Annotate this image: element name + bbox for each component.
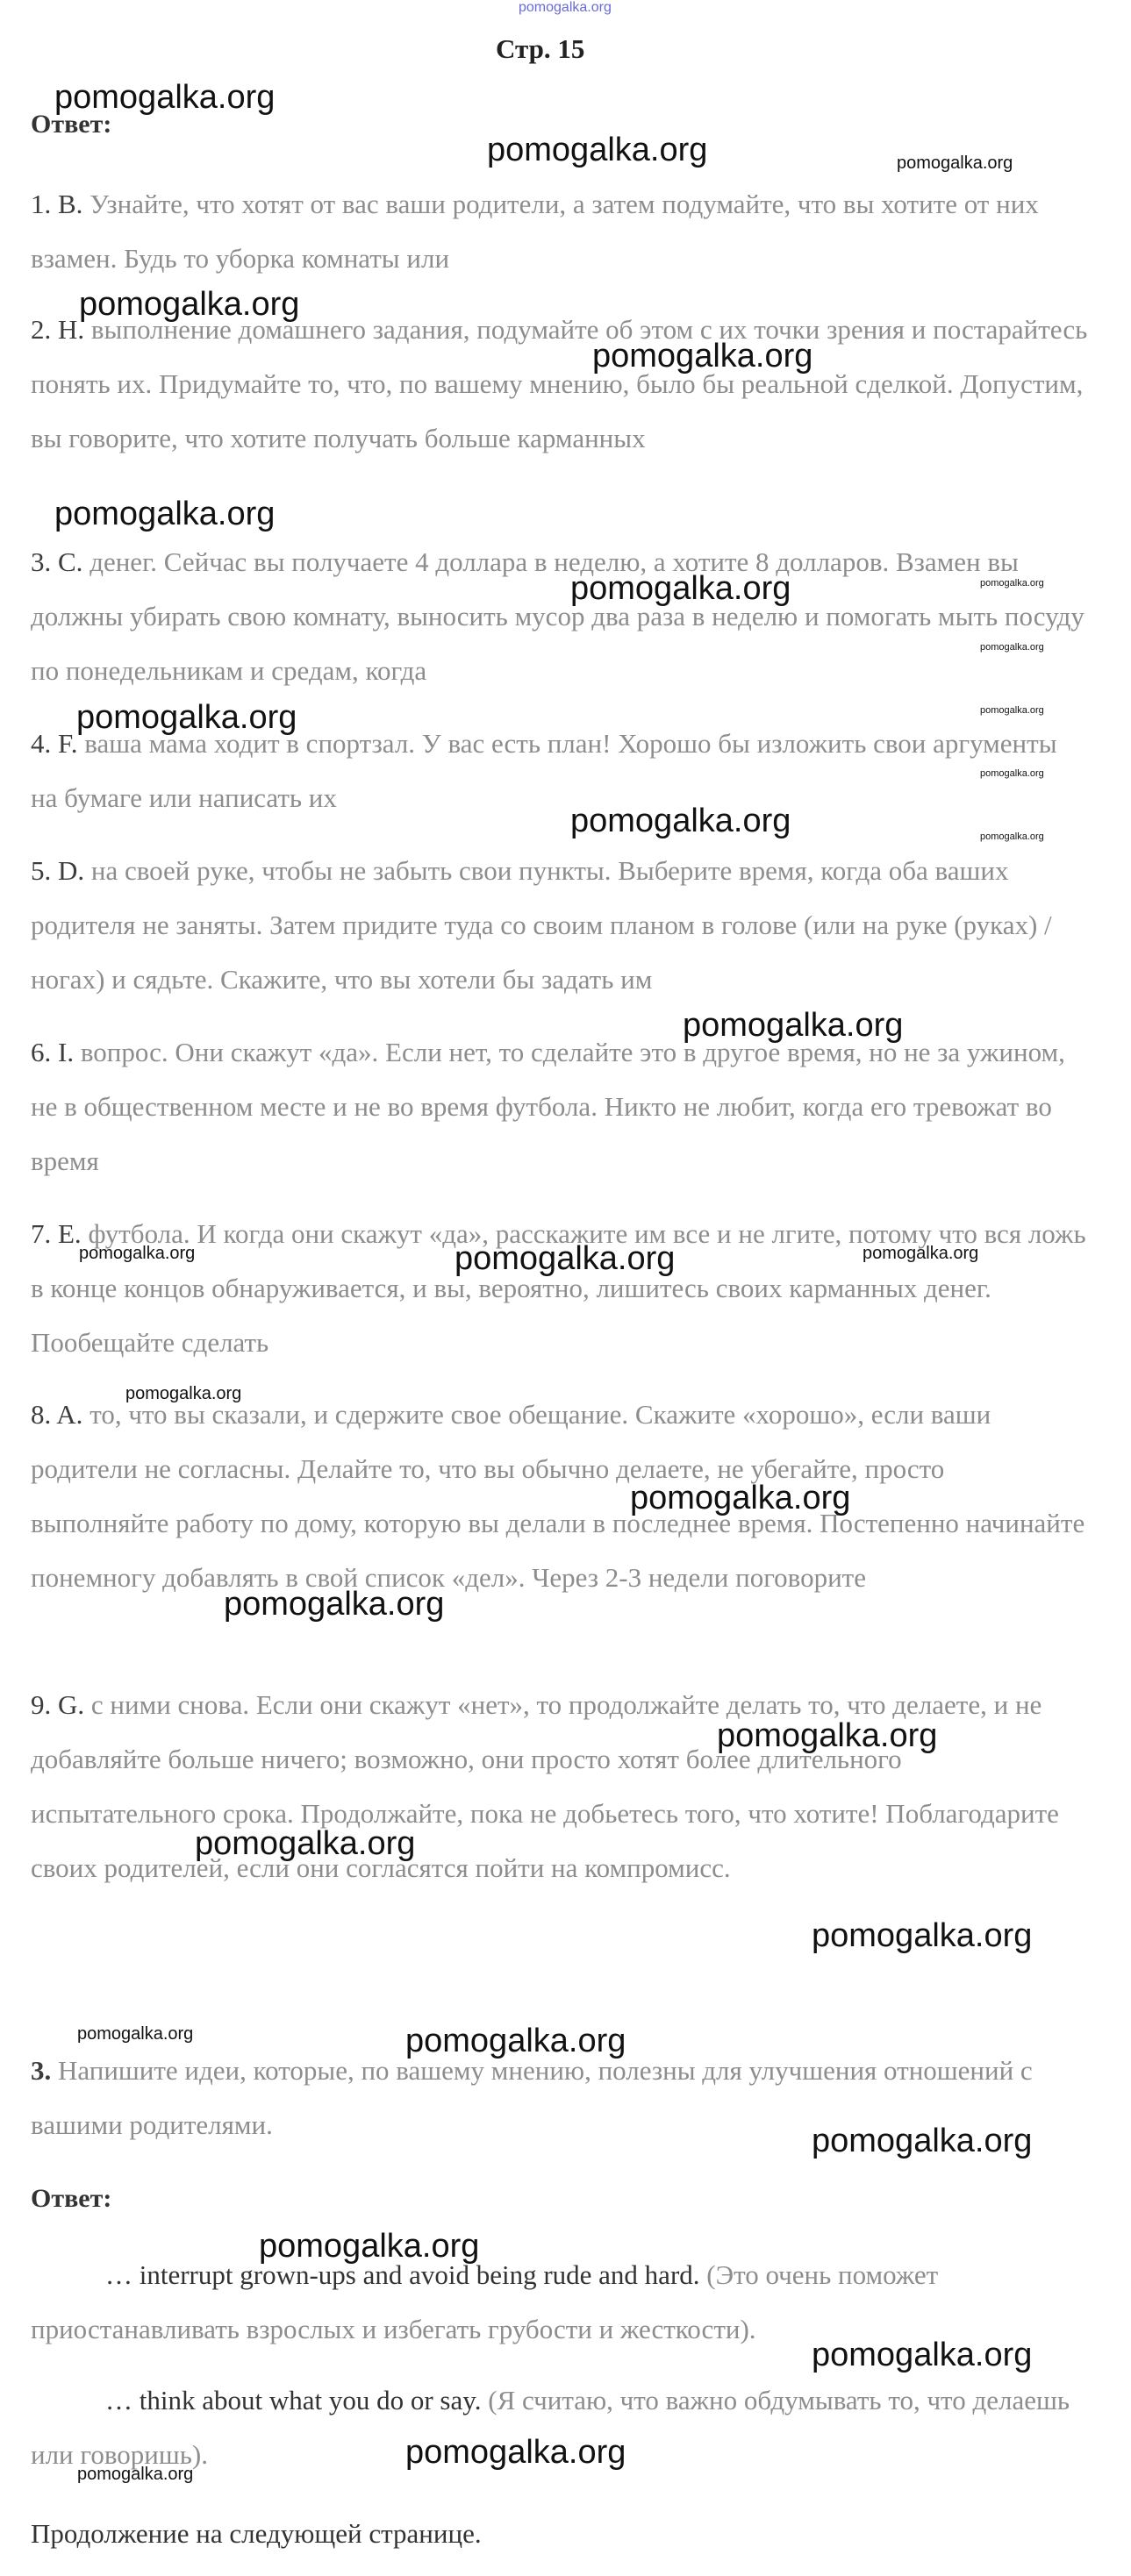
watermark: pomogalka.org xyxy=(54,79,276,116)
watermark: pomogalka.org xyxy=(812,2337,1033,2373)
answer-8 xyxy=(31,1388,1088,1605)
watermark: pomogalka.org xyxy=(125,1384,242,1403)
watermark: pomogalka.org xyxy=(812,1917,1033,1954)
watermark: pomogalka.org xyxy=(897,153,1013,173)
watermark: pomogalka.org xyxy=(717,1717,938,1754)
watermark: pomogalka.org xyxy=(980,831,1044,842)
watermark: pomogalka.org xyxy=(77,2024,194,2044)
watermark: pomogalka.org xyxy=(224,1586,445,1623)
watermark: pomogalka.org xyxy=(570,803,791,839)
continued-note: Продолжение на следующей странице. xyxy=(31,2518,482,2549)
watermark: pomogalka.org xyxy=(54,496,276,532)
task-3-item-1-en: … interrupt grown-ups and avoid being rude and hard. xyxy=(105,2259,700,2290)
watermark: pomogalka.org xyxy=(630,1480,851,1516)
watermark: pomogalka.org xyxy=(980,768,1044,779)
watermark: pomogalka.org xyxy=(812,2123,1033,2159)
watermark: pomogalka.org xyxy=(77,2465,194,2484)
watermark: pomogalka.org xyxy=(570,570,791,607)
answer-7-text: футбола. И когда они скажут «да», расскажите им все и не лгите, потому что вся ложь в конце концов обнаруживается, и вы, вероятно, лишитесь своих карманных денег. Пообещайте сделать xyxy=(31,1218,1086,1358)
answer-9 xyxy=(31,1678,1088,1895)
answer-5-number: 5. D. xyxy=(31,855,85,886)
watermark: pomogalka.org xyxy=(259,2228,480,2265)
answer-7 xyxy=(31,1207,1088,1370)
page-number: Стр. 15 xyxy=(496,33,585,64)
site-tag: pomogalka.org xyxy=(519,0,612,15)
watermark: pomogalka.org xyxy=(79,286,300,323)
task-3-text: Напишите идеи, которые, по вашему мнению, полезны для улучшения отношений с вашими родителями. xyxy=(31,2055,1033,2140)
answer-4-text: ваша мама ходит в спортзал. У вас есть план! Хорошо бы изложить свои аргументы на бумаге или написать их xyxy=(31,728,1057,813)
watermark: pomogalka.org xyxy=(455,1240,676,1277)
answer-5 xyxy=(31,844,1088,1007)
watermark: pomogalka.org xyxy=(592,338,813,375)
answer-6 xyxy=(31,1025,1088,1188)
watermark: pomogalka.org xyxy=(980,578,1044,589)
task-3-number: 3. xyxy=(31,2055,52,2086)
watermark: pomogalka.org xyxy=(195,1825,416,1862)
answer-8-number: 8. A. xyxy=(31,1399,83,1430)
watermark: pomogalka.org xyxy=(683,1007,904,1044)
watermark: pomogalka.org xyxy=(405,2434,626,2471)
answer-label: Ответ: xyxy=(31,110,112,139)
answer-1-text: Узнайте, что хотят от вас ваши родители, а затем подумайте, что вы хотите от них взамен. Будь то уборка комнаты или xyxy=(31,189,1039,274)
task-3-answer-label: Ответ: xyxy=(31,2184,112,2213)
task-3-item-1-ru: (Это очень поможет приостанавливать взрослых и избегать грубости и жесткости). xyxy=(31,2259,939,2344)
watermark: pomogalka.org xyxy=(980,642,1044,653)
answer-9-number: 9. G. xyxy=(31,1689,85,1720)
answer-7-number: 7. E. xyxy=(31,1218,82,1249)
answer-2-text: выполнение домашнего задания, подумайте об этом с их точки зрения и постарайтесь понять их. Придумайте то, что, по вашему мнению, было бы реальной сделкой. Допустим, вы говорите, что хотите получать больше карманных xyxy=(31,314,1088,453)
task-3-item-2-en: … think about what you do or say. xyxy=(105,2385,482,2415)
answer-6-text: вопрос. Они скажут «да». Если нет, то сделайте это в другое время, но не за ужином, не в общественном месте и не во время футбола. Никто не любит, когда его тревожат во время xyxy=(31,1037,1065,1176)
watermark: pomogalka.org xyxy=(980,705,1044,716)
answer-2-number: 2. H. xyxy=(31,314,85,345)
answer-9-text: с ними снова. Если они скажут «нет», то продолжайте делать то, что делаете, и не добавляйте больше ничего; возможно, они просто хотят более длительного испытательного срока. Продолжайте, пока не добьетесь того, что хотите! Поблагодарите своих родителей, если они согласятся пойти на компромисс. xyxy=(31,1689,1059,1883)
answer-8-text: то, что вы сказали, и сдержите свое обещание. Скажите «хорошо», если ваши родители не согласны. Делайте то, что вы обычно делаете, не убегайте, просто выполняйте работу по дому, которую вы делали в последнее время. Постепенно начинайте понемногу добавлять в свой список «дел». Через 2-3 недели поговорите xyxy=(31,1399,1085,1593)
answer-1 xyxy=(31,177,1088,286)
watermark: pomogalka.org xyxy=(863,1244,979,1263)
watermark: pomogalka.org xyxy=(79,1244,196,1263)
watermark: pomogalka.org xyxy=(487,132,708,168)
answer-3 xyxy=(31,535,1088,698)
task-3-item-2-ru: (Я считаю, что важно обдумывать то, что делаешь или говоришь). xyxy=(31,2385,1070,2470)
answer-4-number: 4. F. xyxy=(31,728,78,759)
answer-6-number: 6. I. xyxy=(31,1037,75,1067)
watermark: pomogalka.org xyxy=(76,699,297,736)
answer-1-number: 1. B. xyxy=(31,189,83,219)
answer-3-text: денег. Сейчас вы получаете 4 доллара в неделю, а хотите 8 долларов. Взамен вы должны убирать свою комнату, выносить мусор два раза в неделю и помогать мыть посуду по понедельникам и средам, когда xyxy=(31,546,1084,686)
answer-3-number: 3. C. xyxy=(31,546,83,577)
answer-5-text: на своей руке, чтобы не забыть свои пункты. Выберите время, когда оба ваших родителя не заняты. Затем придите туда со своим планом в голове (или на руке (руках) / ногах) и сядьте. Скажите, что вы хотели бы задать им xyxy=(31,855,1052,995)
answer-2 xyxy=(31,303,1088,466)
watermark: pomogalka.org xyxy=(405,2023,626,2059)
